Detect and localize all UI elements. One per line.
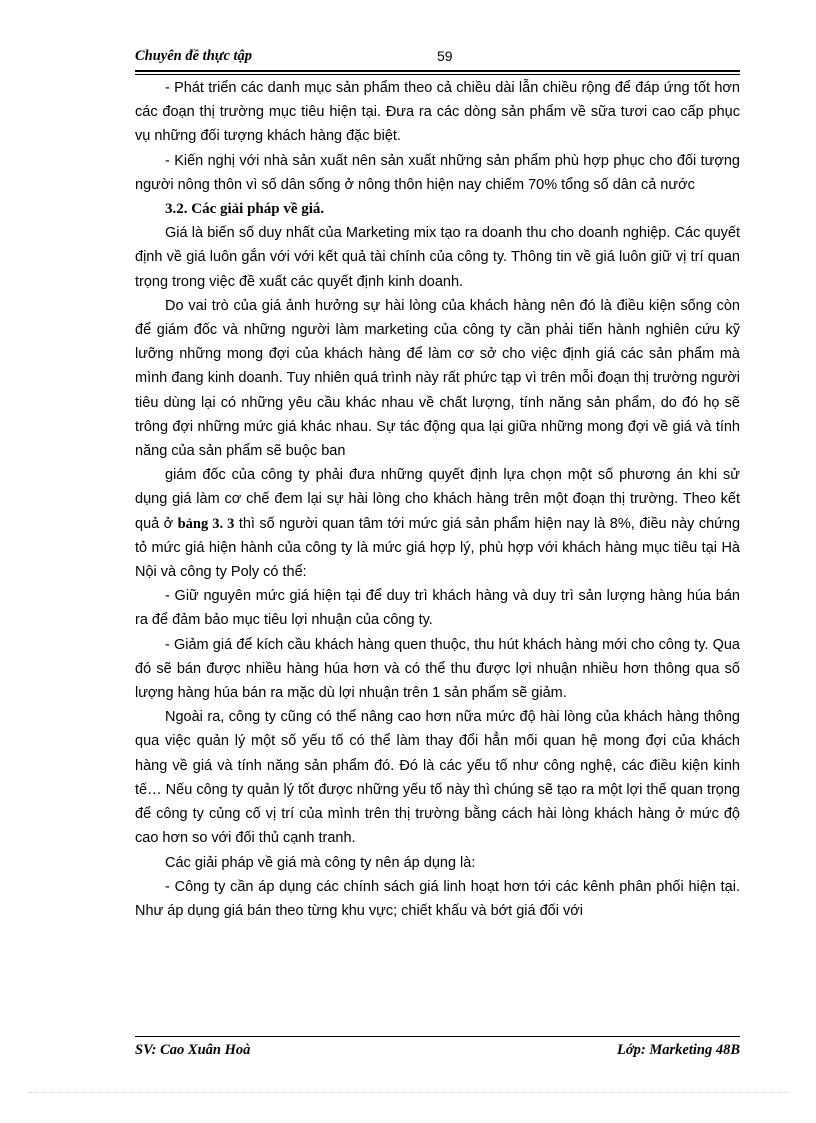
paragraph-text: thì số người quan tâm tới mức giá sản phẩm hiện nay là 8%, điều này chứng tỏ mức giá hiện hành của công ty là mức giá hợp lý, phù hợp với khách hàng mục tiêu tại Hà Nội và công ty Poly có thể:	[135, 515, 741, 581]
paragraph: Ngoài ra, công ty cũng có thể nâng cao hơn nữa mức độ hài lòng của khách hàng thông qua việc quản lý một số yếu tố có thể làm thay đổi hẳn mối quan hệ mong đợi của khách hàng về giá và tính năng sản phẩm đó. Đó là các yếu tố như công nghệ, các điều kiện kinh tế… Nếu công ty quản lý tốt được những yếu tố này thì chúng sẽ tạo ra một lợi thế quan trọng để công ty củng cố vị trí của mình trên thị trường bằng cách hài lòng khách hàng ở mức độ cao hơn so với đối thủ cạnh tranh.	[135, 709, 740, 847]
footer-rule	[135, 1036, 740, 1037]
header-rule-thin	[135, 74, 740, 75]
page-header	[135, 48, 740, 70]
paragraph: Do vai trò của giá ảnh hưởng sự hài lòng của khách hàng nên đó là điều kiện sống còn để giám đốc và những người làm marketing của công ty cần phải tiến hành nghiên cứu kỹ lưỡng những mong đợi của khách hàng để làm cơ sở cho việc định giá các sản phẩm mà mình đang kinh doanh. Tuy nhiên quá trình này rất phức tạp vì trên mỗi đoạn thị trường người tiêu dùng lại có những yêu cầu khác nhau về chất lượng, tính năng sản phẩm, do đó họ sẽ trông đợi những mức giá khác nhau. Sự tác động qua lại giữa những mong đợi về giá và tính năng của sản phẩm sẽ buộc ban	[135, 297, 740, 460]
page-edge	[28, 1092, 788, 1093]
table-reference: bảng 3. 3	[177, 515, 235, 532]
footer-student: SV: Cao Xuân Hoà	[135, 1042, 251, 1058]
header-rule	[135, 70, 740, 72]
page-body	[135, 76, 740, 923]
footer-class: Lớp: Marketing 48B	[617, 1042, 740, 1058]
paragraph: - Công ty cần áp dụng các chính sách giá linh hoạt hơn tới các kênh phân phối hiện tại. Như áp dụng giá bán theo từng khu vực; chiết khấu và bớt giá đối với	[135, 878, 740, 919]
paragraph	[135, 463, 740, 584]
paragraph: Giá là biến số duy nhất của Marketing mix tạo ra doanh thu cho doanh nghiệp. Các quyết định về giá luôn gắn với với kết quả tài chính của công ty. Thông tin về giá luôn giữ vị trí quan trọng trong việc đề xuất các quyết định kinh doanh.	[135, 225, 740, 290]
paragraph-text: giám đốc của công ty phải đưa những quyết định lựa chọn một số phương án khi sử dụng giá làm cơ chế đem lại sự hài lòng cho khách hàng trên một đoạn thị trường. Theo kết quả ở	[135, 467, 740, 532]
paragraph: - Kiến nghị với nhà sản xuất nên sản xuất những sản phẩm phù hợp phục cho đối tượng người nông thôn vì số dân sống ở nông thôn hiện nay chiếm 70% tổng số dân cả nước	[135, 152, 740, 193]
page-number: 59	[437, 48, 453, 64]
paragraph: - Giữ nguyên mức giá hiện tại để duy trì khách hàng và duy trì sản lượng hàng húa bán ra để đảm bảo mục tiêu lợi nhuận của công ty.	[135, 588, 740, 629]
paragraph: - Phát triển các danh mục sản phẩm theo cả chiều dài lẫn chiều rộng để đáp ứng tốt hơn các đoạn thị trường mục tiêu hiện tại. Đưa ra các dòng sản phẩm về sữa tươi cao cấp phục vụ những đối tượng khách hàng đặc biệt.	[135, 80, 740, 145]
paragraph: - Giảm giá để kích cầu khách hàng quen thuộc, thu hút khách hàng mới cho công ty. Qua đó sẽ bán được nhiều hàng húa hơn và có thể thu được lợi nhuận nhiều hơn thông qua số lượng hàng húa bán ra mặc dù lợi nhuận trên 1 sản phẩm sẽ giảm.	[135, 636, 740, 702]
paragraph: Các giải pháp về giá mà công ty nên áp dụng là:	[165, 854, 476, 871]
section-heading: 3.2. Các giải pháp về giá.	[165, 201, 325, 218]
header-title: Chuyên đề thực tập	[135, 48, 253, 64]
